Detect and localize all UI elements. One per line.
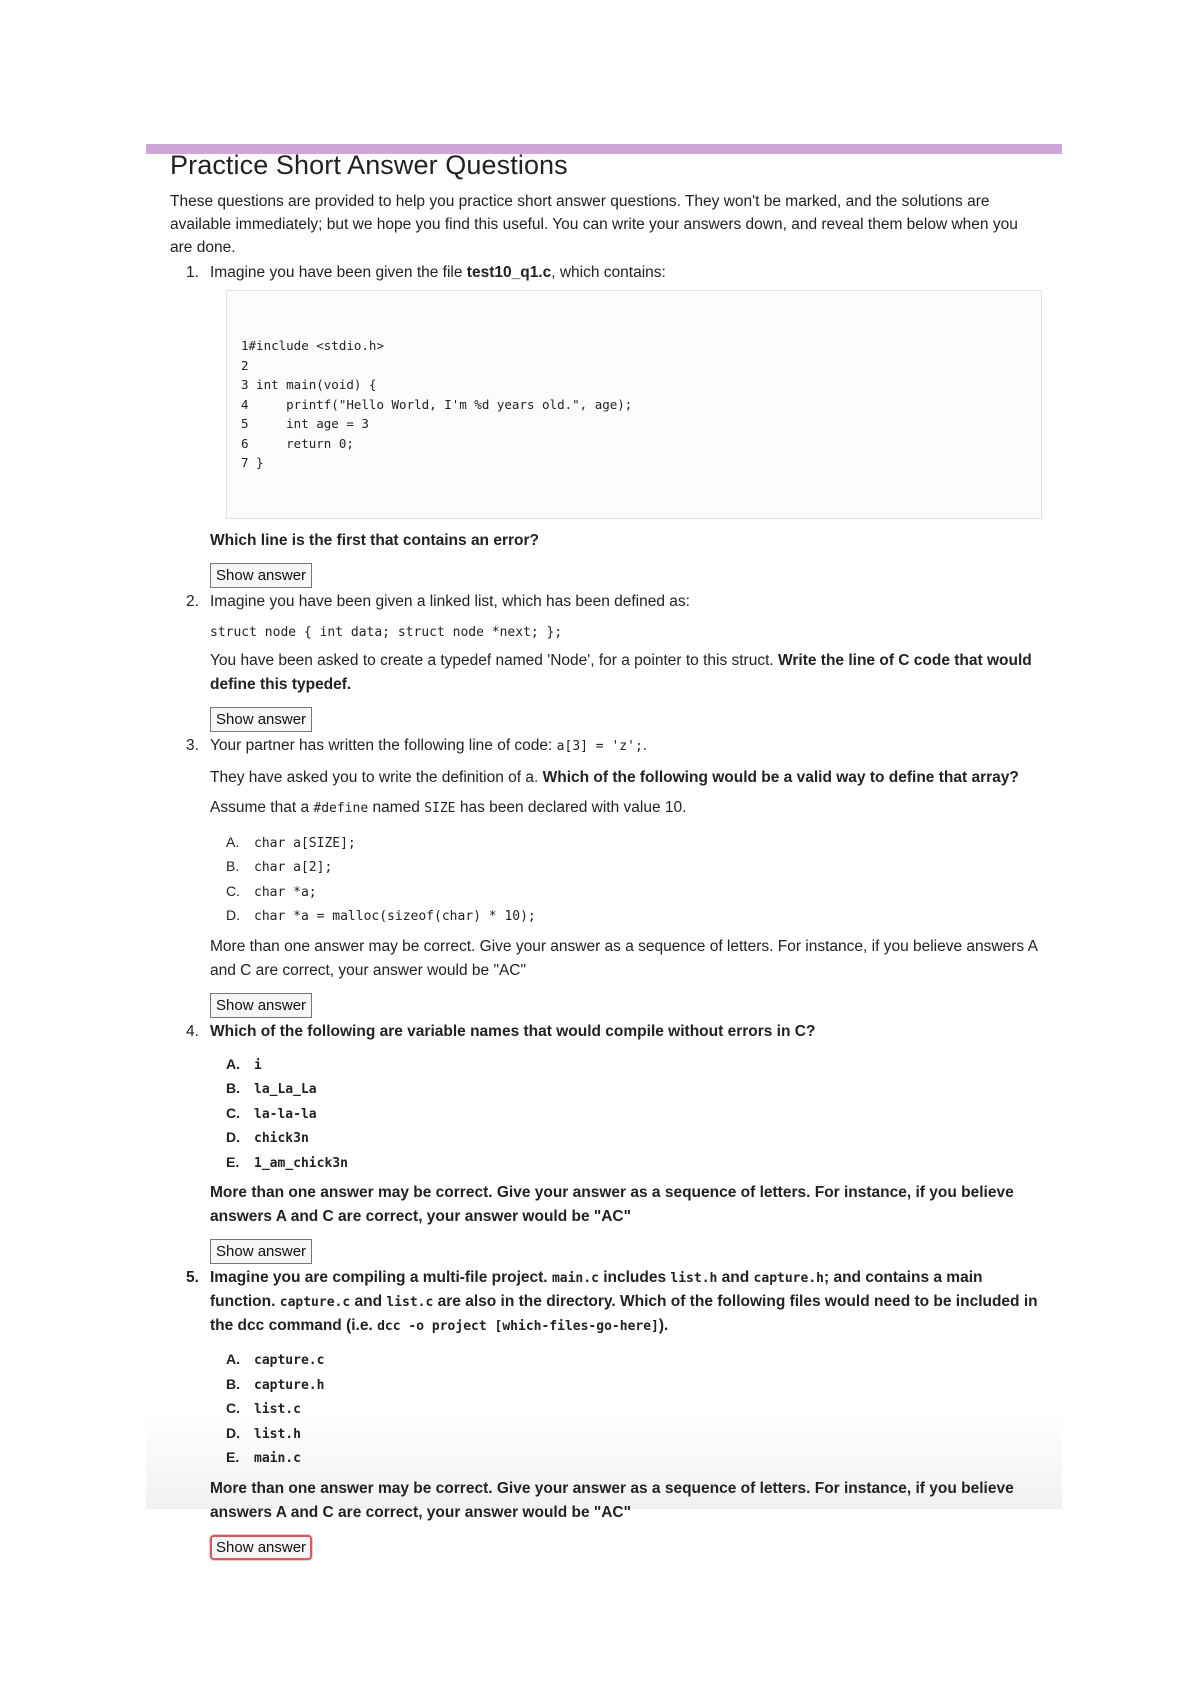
question-number: 2. bbox=[186, 592, 199, 610]
option-label: B. bbox=[226, 1375, 240, 1392]
option-b bbox=[226, 855, 1038, 880]
size-constant: SIZE bbox=[424, 800, 456, 816]
option-label: B. bbox=[226, 858, 240, 874]
page-title: Practice Short Answer Questions bbox=[170, 150, 568, 180]
q5-text-7: Which of the following files would need to be included in the dcc command (i.e. bbox=[210, 1293, 1038, 1334]
option-label: C. bbox=[226, 882, 240, 899]
option-code: list.c bbox=[254, 1402, 301, 1417]
struct-definition: struct node { int data; struct node *next; }; bbox=[210, 624, 563, 640]
question-3-note: More than one answer may be correct. Give your answer as a sequence of letters. For instance, if you believe answers A and C are correct, your answer would be "AC" bbox=[210, 937, 1038, 979]
assumption-a: Assume that a bbox=[210, 798, 314, 816]
q5-text-4: ; and contains a main function. bbox=[210, 1269, 983, 1310]
option-label: C. bbox=[226, 1400, 240, 1416]
code-block bbox=[226, 290, 1042, 519]
option-b bbox=[226, 1373, 1038, 1398]
code-line: 4 printf("Hello World, I'm %d years old.", age); bbox=[241, 396, 633, 412]
option-label: B. bbox=[226, 1080, 240, 1096]
q5-text-6: are also in the directory. bbox=[433, 1293, 620, 1310]
question-3 bbox=[170, 734, 1038, 1018]
option-a bbox=[226, 1053, 1038, 1078]
code-line: 6 return 0; bbox=[241, 435, 354, 451]
page-card bbox=[146, 144, 1062, 1556]
question-4-note: More than one answer may be correct. Give your answer as a sequence of letters. For instance, if you believe answers A and C are correct, your answer would be "AC" bbox=[210, 1184, 1014, 1225]
question-number: 4. bbox=[186, 1022, 199, 1040]
struct-code bbox=[210, 620, 1038, 645]
question-number: 1. bbox=[186, 264, 199, 281]
option-code: list.h bbox=[254, 1426, 301, 1442]
q5-text-3: and bbox=[717, 1269, 754, 1286]
question-3-prompt bbox=[210, 766, 1038, 790]
question-3-text bbox=[210, 734, 1038, 758]
option-code: 1_am_chick3n bbox=[254, 1155, 348, 1171]
option-code: main.c bbox=[254, 1451, 301, 1466]
option-label: E. bbox=[226, 1449, 240, 1465]
question-2-prompt-b: Write the line of C code that would define this typedef. bbox=[210, 651, 1032, 693]
code-line: 3 int main(void) { bbox=[241, 377, 377, 392]
option-c bbox=[226, 880, 1038, 905]
main-content bbox=[170, 148, 1038, 1560]
question-4 bbox=[170, 1020, 1038, 1265]
question-number: 3. bbox=[186, 736, 199, 754]
intro-text: These questions are provided to help you practice short answer questions. They won't be marked, and the solutions are available immediately; but we hope you find this useful. You can write your answers down, and reveal them below when you are done. bbox=[170, 193, 1018, 256]
option-code: char a[SIZE]; bbox=[254, 835, 356, 851]
option-a bbox=[226, 831, 1038, 856]
q5-text-1: Imagine you are compiling a multi-file project. bbox=[210, 1269, 552, 1286]
question-1-prompt: Which line is the first that contains an error? bbox=[210, 531, 539, 549]
show-answer-button-q2[interactable]: Show answer bbox=[210, 707, 312, 732]
option-label: D. bbox=[226, 907, 240, 923]
option-code: capture.h bbox=[254, 1377, 325, 1393]
option-label: E. bbox=[226, 1153, 240, 1170]
option-a bbox=[226, 1348, 1038, 1373]
option-code: char *a = malloc(sizeof(char) * 10); bbox=[254, 909, 536, 924]
question-5-text bbox=[210, 1266, 1038, 1338]
question-1-text bbox=[210, 261, 1038, 284]
question-number: 5. bbox=[186, 1269, 199, 1286]
option-code: la_La_La bbox=[254, 1082, 317, 1097]
question-1-text-b: , which contains: bbox=[551, 264, 666, 281]
q5-code-4: capture.c bbox=[279, 1295, 351, 1310]
define-keyword: #define bbox=[313, 800, 369, 816]
option-code: i bbox=[254, 1057, 262, 1073]
q5-code-1: main.c bbox=[551, 1271, 599, 1286]
assumption-c: has been declared with value 10. bbox=[455, 798, 687, 816]
option-code: chick3n bbox=[254, 1131, 309, 1146]
inline-code: a[3] = 'z'; bbox=[556, 738, 643, 754]
assumption-b: named bbox=[368, 798, 425, 816]
show-answer-button-q1[interactable]: Show answer bbox=[210, 563, 312, 588]
code-line: 5 int age = 3 bbox=[241, 416, 369, 431]
option-d bbox=[226, 904, 1038, 929]
q5-text-8: ). bbox=[658, 1317, 669, 1334]
option-label: A. bbox=[226, 1055, 240, 1072]
option-label: D. bbox=[226, 1129, 240, 1145]
question-3-text-a: Your partner has written the following line of code: bbox=[210, 736, 557, 754]
q5-code-2: list.h bbox=[670, 1271, 718, 1286]
question-4-text: Which of the following are variable names that would compile without errors in C? bbox=[210, 1022, 816, 1040]
option-label: A. bbox=[226, 1351, 240, 1367]
options-list bbox=[226, 1348, 1038, 1471]
q5-code-3: capture.h bbox=[753, 1271, 824, 1286]
options-list bbox=[226, 831, 1038, 929]
question-2-prompt-a: You have been asked to create a typedef named 'Node', for a pointer to this struct. bbox=[210, 651, 779, 669]
show-answer-button-q3[interactable]: Show answer bbox=[210, 993, 312, 1018]
option-c bbox=[226, 1102, 1038, 1127]
question-5-note: More than one answer may be correct. Give your answer as a sequence of letters. For instance, if you believe answers A and C are correct, your answer would be "AC" bbox=[210, 1479, 1014, 1521]
filename: test10_q1.c bbox=[466, 264, 552, 281]
question-2-prompt bbox=[210, 649, 1038, 697]
q5-text-2: includes bbox=[598, 1269, 671, 1286]
question-2 bbox=[170, 590, 1038, 732]
option-code: char *a; bbox=[254, 884, 317, 900]
q5-code-6: dcc -o project [which-files-go-here] bbox=[377, 1319, 659, 1334]
code-line: 2 bbox=[241, 357, 249, 373]
option-c bbox=[226, 1397, 1038, 1422]
option-code: capture.c bbox=[254, 1353, 325, 1368]
show-answer-button-q4[interactable]: Show answer bbox=[210, 1239, 312, 1264]
question-1-text-a: Imagine you have been given the file bbox=[210, 264, 467, 281]
option-label: A. bbox=[226, 833, 240, 850]
option-label: C. bbox=[226, 1104, 240, 1121]
option-d bbox=[226, 1422, 1038, 1447]
question-3-prompt-mid: . bbox=[533, 768, 543, 786]
question-3-var: a bbox=[525, 768, 534, 786]
question-5 bbox=[170, 1266, 1038, 1560]
option-b bbox=[226, 1077, 1038, 1102]
option-d bbox=[226, 1126, 1038, 1151]
q5-code-5: list.c bbox=[386, 1295, 434, 1310]
code-line: 7 } bbox=[241, 455, 264, 470]
question-3-text-b: . bbox=[642, 736, 648, 754]
option-e bbox=[226, 1151, 1038, 1176]
option-code: la-la-la bbox=[254, 1106, 317, 1122]
question-3-assumption bbox=[210, 796, 1038, 821]
q5-text-5: and bbox=[350, 1293, 387, 1310]
question-3-prompt-b: Which of the following would be a valid way to define that array? bbox=[542, 768, 1019, 786]
question-1 bbox=[170, 261, 1038, 588]
option-e bbox=[226, 1446, 1038, 1471]
option-label: D. bbox=[226, 1424, 240, 1441]
options-list bbox=[226, 1053, 1038, 1176]
question-2-text: Imagine you have been given a linked list, which has been defined as: bbox=[210, 592, 690, 610]
option-code: char a[2]; bbox=[254, 860, 333, 875]
show-answer-button-q5[interactable]: Show answer bbox=[210, 1535, 312, 1560]
code-line: 1#include <stdio.h> bbox=[241, 338, 384, 353]
question-3-prompt-a: They have asked you to write the definition of bbox=[210, 768, 526, 786]
